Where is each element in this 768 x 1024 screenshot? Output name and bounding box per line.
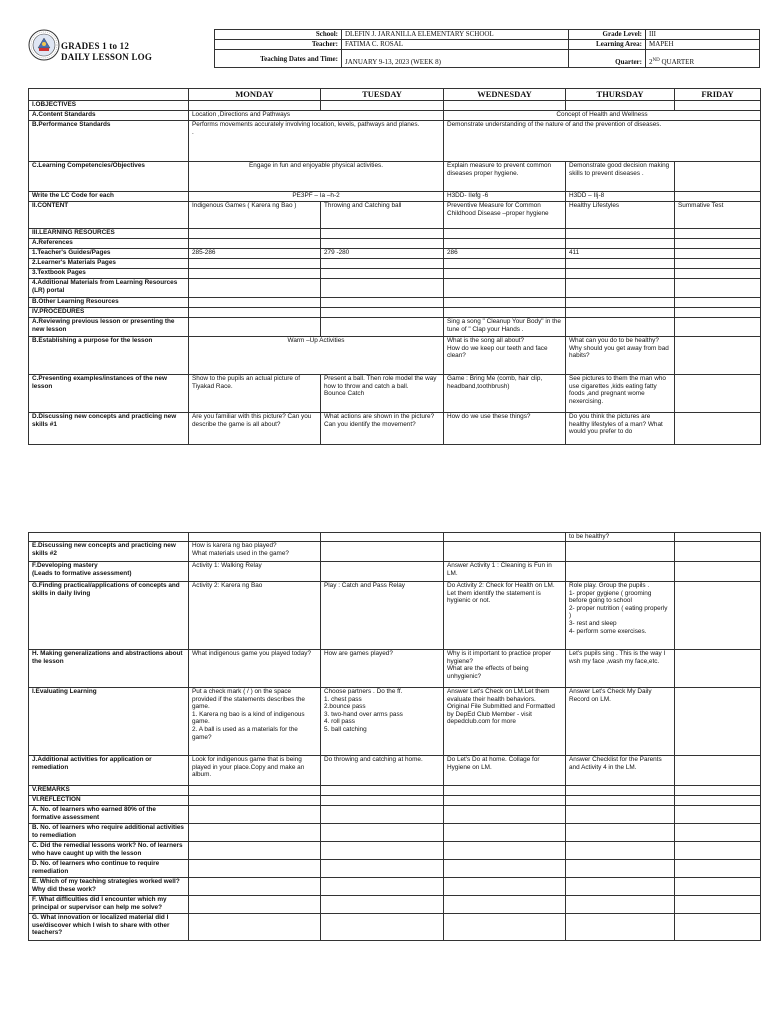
cell-thu: 411 — [566, 249, 675, 259]
cell-thu: Answer Let's Check My Daily Record on LM. — [566, 688, 675, 756]
references-row — [29, 239, 761, 249]
day-monday: MONDAY — [189, 89, 321, 101]
cell-fri — [675, 375, 761, 413]
cell-wed: Do Let's Do at home. Collage for Hygiene on LM. — [444, 756, 566, 786]
area-value: MAPEH — [646, 40, 760, 50]
cell-thu: What can you do to be healthy? Why should you get away from bad habits? — [566, 337, 675, 375]
cell-tue: How are games played? — [321, 650, 444, 688]
textbook-row — [29, 269, 761, 279]
area-label: Learning Area: — [569, 40, 646, 50]
cell-fri — [675, 650, 761, 688]
cell-wed: Preventive Measure for Common Childhood Disease –proper hygiene — [444, 202, 566, 229]
row-label: F. What difficulties did I encounter which my principal or supervisor can help me solve? — [29, 896, 189, 914]
lc-code-row — [29, 192, 761, 202]
school-label: School: — [215, 30, 342, 40]
cell-wed: H3DD- IIefg -6 — [444, 192, 566, 202]
row-label: B.Performance Standards — [29, 121, 189, 162]
row-label: A.References — [29, 239, 189, 249]
cell-mon-tue: Engage in fun and enjoyable physical activities. — [189, 162, 444, 192]
grade-label: Grade Level: — [569, 30, 646, 40]
objectives-label: I.OBJECTIVES — [29, 101, 189, 111]
reflection-c-row — [29, 842, 761, 860]
cell-fri — [675, 688, 761, 756]
cell-mon: What indigenous game you played today? — [189, 650, 321, 688]
cell-fri — [675, 249, 761, 259]
deped-seal-icon — [28, 29, 60, 61]
cell-mon: Put a check mark ( / ) on the space provided if the statements describes the game. 1. Karera ng bao is a kind of indigenous game. 2. A ball is used as a materials for the game? — [189, 688, 321, 756]
quarter-label: Quarter: — [569, 50, 646, 68]
cell-wed: Answer Activity 1 : Cleaning is Fun in LM. — [444, 562, 566, 582]
cell-tue: What actions are shown in the picture? Can you identify the movement? — [321, 413, 444, 445]
cell-wed: Game : Bring Me (comb, hair clip, headband,toothbrush) — [444, 375, 566, 413]
cell-thu: Demonstrate good decision making skills to prevent diseases . — [566, 162, 675, 192]
row-label: C. Did the remedial lessons work? No. of learners who have caught up with the lesson — [29, 842, 189, 860]
day-wednesday: WEDNESDAY — [444, 89, 566, 101]
discuss2-row — [29, 542, 761, 562]
cell-tue: Choose partners . Do the ff. 1. chest pass 2.bounce pass 3. two-hand over arms pass 4. roll pass 5. ball catching — [321, 688, 444, 756]
other-resources-row — [29, 298, 761, 308]
grade-value: III — [646, 30, 760, 40]
row-label: G. What innovation or localized material did I use/discover which I wish to share with other teachers? — [29, 914, 189, 941]
row-label: 1.Teacher's Guides/Pages — [29, 249, 189, 259]
examples-row — [29, 375, 761, 413]
purpose-row — [29, 337, 761, 375]
cell-thu: Answer Checklist for the Parents and Activity 4 in the LM. — [566, 756, 675, 786]
reviewing-row — [29, 318, 761, 337]
tg-pages-row — [29, 249, 761, 259]
row-label: II.CONTENT — [29, 202, 189, 229]
cell-wed: Sing a song " Cleanup Your Body" in the tune of " Clap your Hands . — [444, 318, 566, 337]
row-label: A. No. of learners who earned 80% of the formative assessment — [29, 806, 189, 824]
row-label: D.Discussing new concepts and practicing new skills #1 — [29, 413, 189, 445]
applications-row — [29, 582, 761, 650]
cell-mon: Activity 1: Walking Relay — [189, 562, 321, 582]
form-title — [61, 41, 152, 63]
cell-thu: Role play. Group the pupils . 1- proper gygiene ( grooming before going to school 2- proper nutrition ( eating properly ) 3- rest and sleep 4- perform some exercises. — [566, 582, 675, 650]
cell-tue: Play : Catch and Pass Relay — [321, 582, 444, 650]
cell-wed: Why is it important to practice proper hygiene? What are the effects of being unhygienic? — [444, 650, 566, 688]
cell-fri — [675, 582, 761, 650]
lm-pages-row — [29, 259, 761, 269]
reflection-e-row — [29, 878, 761, 896]
cell-wed-fri: Concept of Health and Wellness — [444, 111, 761, 121]
form-title-line2: DAILY LESSON LOG — [61, 52, 153, 62]
cell-mon: Look for indigenous game that is being played in your place.Copy and make an album. — [189, 756, 321, 786]
cell-mon-tue: Location ,Directions and Pathways — [189, 111, 444, 121]
row-label: E.Discussing new concepts and practicing new skills #2 — [29, 542, 189, 562]
row-label: B.Other Learning Resources — [29, 298, 189, 308]
row-label: H. Making generalizations and abstractions about the lesson — [29, 650, 189, 688]
cell-mon-tue: Performs movements accurately involving location, levels, pathways and planes. . — [189, 121, 444, 162]
resources-row — [29, 229, 761, 239]
row-label: A.Reviewing previous lesson or presenting the new lesson — [29, 318, 189, 337]
reflection-g-row — [29, 914, 761, 941]
row-label: G.Finding practical/applications of concepts and skills in daily living — [29, 582, 189, 650]
corner-cell — [29, 89, 189, 101]
cell-mon: Show to the pupils an actual picture of Tiyakad Race. — [189, 375, 321, 413]
procedures-row — [29, 308, 761, 318]
continuation-row — [29, 533, 761, 542]
cell-wed: Explain measure to prevent common diseases proper hygiene. — [444, 162, 566, 192]
mastery-row — [29, 562, 761, 582]
teacher-value: FATIMA C. ROSAL — [342, 40, 569, 50]
cell-tue: Present a ball. Then role model the way how to throw and catch a ball. Bounce Catch — [321, 375, 444, 413]
reflection-a-row — [29, 806, 761, 824]
cell-wed: Answer Let's Check on LM.Let them evaluate their health behaviors. Original File Submitted and Formatted by DepEd Club Member - visit depedclub.com for more — [444, 688, 566, 756]
cell-fri — [675, 413, 761, 445]
cell-fri — [675, 756, 761, 786]
cell-tue: 279 -280 — [321, 249, 444, 259]
row-label: 3.Textbook Pages — [29, 269, 189, 279]
objectives-row — [29, 101, 761, 111]
cell-wed-fri: Demonstrate understanding of the nature of and the prevention of diseases. — [444, 121, 761, 162]
row-label: C.Learning Competencies/Objectives — [29, 162, 189, 192]
reflection-row — [29, 796, 761, 806]
row-label: D. No. of learners who continue to require remediation — [29, 860, 189, 878]
cell-fri — [675, 337, 761, 375]
cell-mon-tue: Warm –Up Activities — [189, 337, 444, 375]
row-label: Write the LC Code for each — [29, 192, 189, 202]
remarks-row — [29, 786, 761, 796]
day-header-row — [29, 89, 761, 101]
form-title-line1: GRADES 1 to 12 — [61, 41, 130, 51]
day-friday: FRIDAY — [675, 89, 761, 101]
cell-mon: Indigenous Games ( Karera ng Bao ) — [189, 202, 321, 229]
quarter-suffix: ND — [652, 58, 660, 63]
cell-thu: Healthy Lifestyles — [566, 202, 675, 229]
row-label: J.Additional activities for application or remediation — [29, 756, 189, 786]
performance-standards-row — [29, 121, 761, 162]
row-label: III.LEARNING RESOURCES — [29, 229, 189, 239]
row-label: 4.Additional Materials from Learning Resources (LR) portal — [29, 279, 189, 298]
school-value: DLEFIN J. JARANILLA ELEMENTARY SCHOOL — [342, 30, 569, 40]
teacher-label: Teacher: — [215, 40, 342, 50]
additional-materials-row — [29, 279, 761, 298]
row-label: V.REMARKS — [29, 786, 189, 796]
row-label: F.Developing mastery (Leads to formative assessment) — [29, 562, 189, 582]
row-label: VI.REFLECTION — [29, 796, 189, 806]
cell-tue: Do throwing and catching at home. — [321, 756, 444, 786]
cell-wed: Do Activity 2: Check for Health on LM. Let them identify the statement is hygienic or not. — [444, 582, 566, 650]
row-label: E. Which of my teaching strategies worked well? Why did these work? — [29, 878, 189, 896]
quarter-value — [646, 50, 760, 68]
cell-mon: How is karera ng bao played? What materials used in the game? — [189, 542, 321, 562]
row-label: 2.Learner's Materials Pages — [29, 259, 189, 269]
cell-thu: to be healthy? — [566, 533, 675, 542]
competencies-row — [29, 162, 761, 192]
reflection-f-row — [29, 896, 761, 914]
row-label: C.Presenting examples/instances of the new lesson — [29, 375, 189, 413]
lesson-log-header — [28, 29, 760, 72]
lesson-log-table-part2 — [28, 532, 761, 941]
quarter-word: QUARTER — [659, 58, 695, 66]
cell-wed: What is the song all about? How do we keep our teeth and face clean? — [444, 337, 566, 375]
cell-mon: 285-286 — [189, 249, 321, 259]
dates-label: Teaching Dates and Time: — [215, 50, 342, 68]
day-thursday: THURSDAY — [566, 89, 675, 101]
reflection-d-row — [29, 860, 761, 878]
reflection-b-row — [29, 824, 761, 842]
cell-mon: Activity 2: Karera ng Bao — [189, 582, 321, 650]
cell-thu: Let's pupils sing . This is the way I wsh my face ,wash my face,etc. — [566, 650, 675, 688]
day-tuesday: TUESDAY — [321, 89, 444, 101]
lesson-log-table-part1 — [28, 88, 761, 445]
row-label: B. No. of learners who require additional activities to remediation — [29, 824, 189, 842]
additional-activities-row — [29, 756, 761, 786]
cell-mon: Are you familiar with this picture? Can you describe the game is all about? — [189, 413, 321, 445]
row-label: B.Establishing a purpose for the lesson — [29, 337, 189, 375]
evaluating-row — [29, 688, 761, 756]
cell-mon-tue: PE3PF – Ia –h-2 — [189, 192, 444, 202]
cell-thu: See pictures to them the man who use cigarettes ,kids eating fatty foods ,and pregnant wome nexercising. — [566, 375, 675, 413]
header-info-table — [214, 29, 760, 68]
discuss1-row — [29, 413, 761, 445]
cell-thu: Do you think the pictures are healthy lifestyles of a man? What would you prefer to do — [566, 413, 675, 445]
cell-wed: 286 — [444, 249, 566, 259]
cell-thu: H3DD – IIj-8 — [566, 192, 675, 202]
cell-wed: How do we use these things? — [444, 413, 566, 445]
row-label: A.Content Standards — [29, 111, 189, 121]
dates-value: JANUARY 9-13, 2023 (WEEK 8) — [342, 50, 569, 68]
content-row — [29, 202, 761, 229]
quarter-number: 2 — [649, 58, 653, 66]
row-label: I.Evaluating Learning — [29, 688, 189, 756]
cell-tue: Throwing and Catching ball — [321, 202, 444, 229]
row-label: IV.PROCEDURES — [29, 308, 189, 318]
cell-fri: Summative Test — [675, 202, 761, 229]
cell-fri — [675, 192, 761, 202]
content-standards-row — [29, 111, 761, 121]
generalizations-row — [29, 650, 761, 688]
cell-fri — [675, 162, 761, 192]
